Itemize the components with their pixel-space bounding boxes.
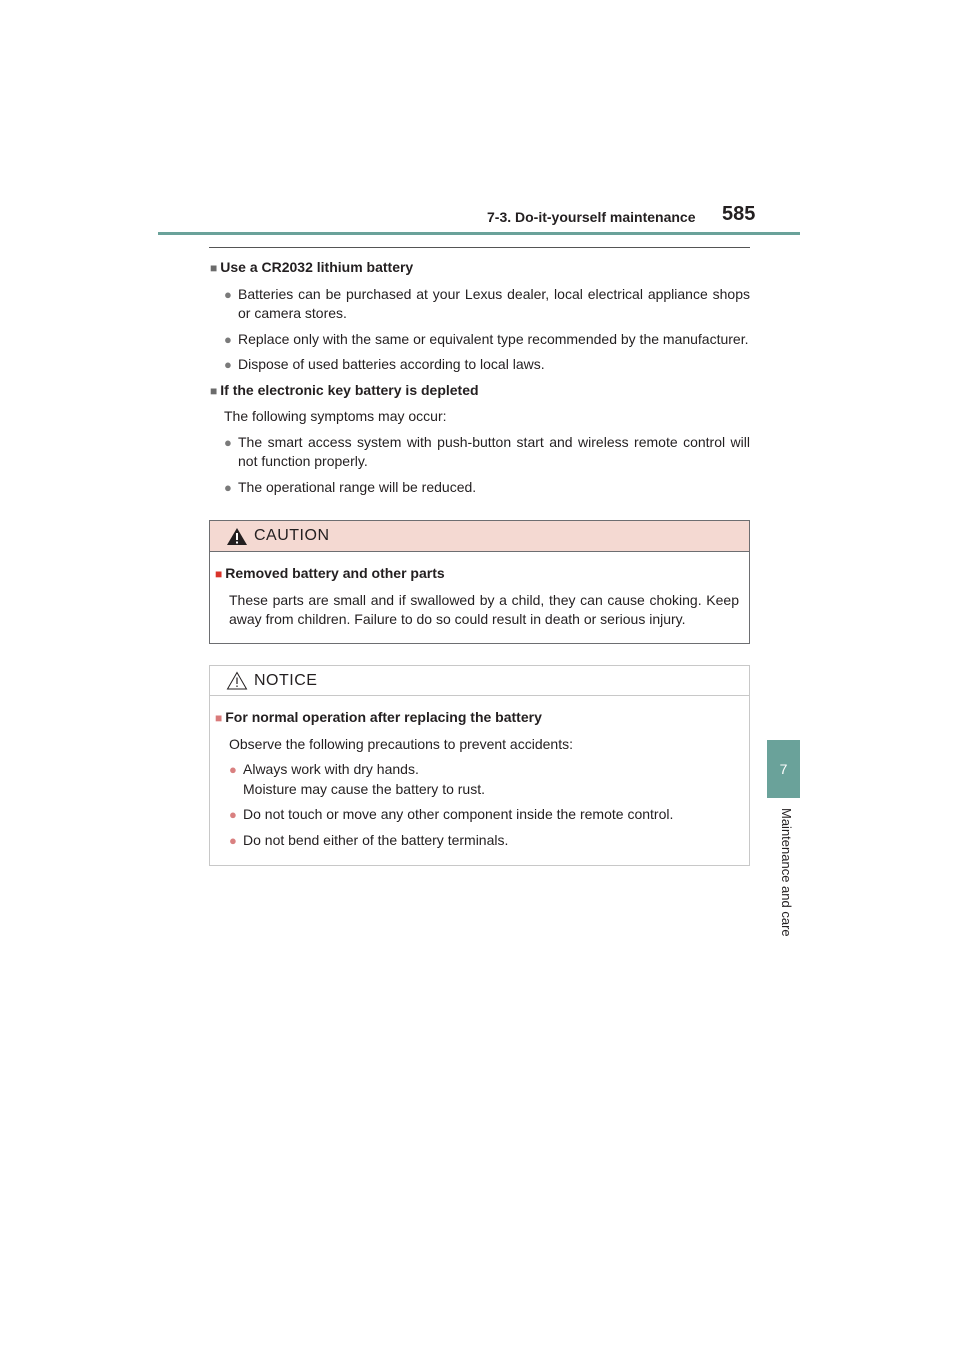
square-bullet-icon: ■ [210, 383, 218, 398]
list-item [210, 433, 750, 472]
dot-bullet-icon: ● [224, 286, 232, 302]
notice-header [210, 666, 749, 696]
caution-box [209, 520, 750, 644]
list-item-text: Dispose of used batteries according to local laws. [238, 356, 545, 372]
main-content [210, 258, 750, 497]
dot-bullet-icon: ● [224, 434, 232, 450]
square-bullet-icon: ■ [210, 261, 218, 275]
list-item [215, 805, 739, 825]
dot-bullet-icon: ● [229, 807, 237, 822]
section-intro: The following symptoms may occur: [224, 408, 447, 424]
list-item-text: Do not touch or move any other component inside the remote control. [243, 806, 674, 822]
list-item-line: Always work with dry hands. [243, 761, 419, 777]
dot-bullet-icon: ● [224, 479, 232, 495]
warning-triangle-outline-icon [226, 671, 248, 690]
warning-triangle-icon [226, 527, 248, 546]
notice-intro: Observe the following precautions to prevent accidents: [229, 735, 573, 752]
list-item-text: Batteries can be purchased at your Lexus dealer, local electrical appliance shops or camera stores. [238, 285, 750, 321]
dot-bullet-icon: ● [224, 357, 232, 372]
section-heading-text: Use a CR2032 lithium battery [220, 259, 414, 275]
dot-bullet-icon: ● [229, 762, 237, 777]
caution-heading [215, 564, 739, 585]
dot-bullet-icon: ● [224, 331, 232, 347]
section-heading [210, 258, 750, 279]
list-item-text [243, 760, 739, 799]
caution-heading-text: Removed battery and other parts [225, 565, 445, 581]
square-bullet-icon: ■ [215, 711, 223, 725]
list-item [215, 760, 739, 799]
caution-text: These parts are small and if swallowed by a child, they can cause choking. Keep away from children. Failure to do so could result in death or serious injury. [229, 591, 739, 627]
notice-heading [215, 708, 739, 729]
header-section-title: 7-3. Do-it-yourself maintenance [487, 209, 696, 225]
content-rule [209, 247, 750, 248]
list-item [210, 355, 750, 375]
list-item-text: The operational range will be reduced. [238, 478, 477, 495]
caution-header [210, 521, 749, 552]
list-item-line: Moisture may cause the battery to rust. [243, 780, 485, 797]
page-number: 585 [722, 203, 756, 225]
list-item-text: Do not bend either of the battery terminals. [243, 831, 509, 848]
section-heading [210, 381, 750, 402]
list-item [210, 285, 750, 324]
section-heading-text: If the electronic key battery is depleted [220, 381, 479, 398]
notice-box [209, 665, 750, 866]
square-bullet-icon: ■ [215, 567, 223, 581]
list-item [210, 478, 750, 498]
list-item [215, 831, 739, 851]
side-tab-number: 7 [767, 740, 800, 798]
side-tab-label: Maintenance and care [779, 808, 794, 937]
caution-label: CAUTION [254, 527, 330, 544]
notice-label: NOTICE [254, 671, 318, 689]
list-item-text: Replace only with the same or equivalent type recommended by the manufacturer. [238, 330, 749, 347]
notice-heading-text: For normal operation after replacing the battery [225, 709, 542, 725]
dot-bullet-icon: ● [229, 832, 237, 848]
header-rule [158, 232, 800, 235]
list-item-text: The smart access system with push-button start and wireless remote control will not function properly. [238, 433, 750, 469]
list-item [210, 330, 750, 350]
